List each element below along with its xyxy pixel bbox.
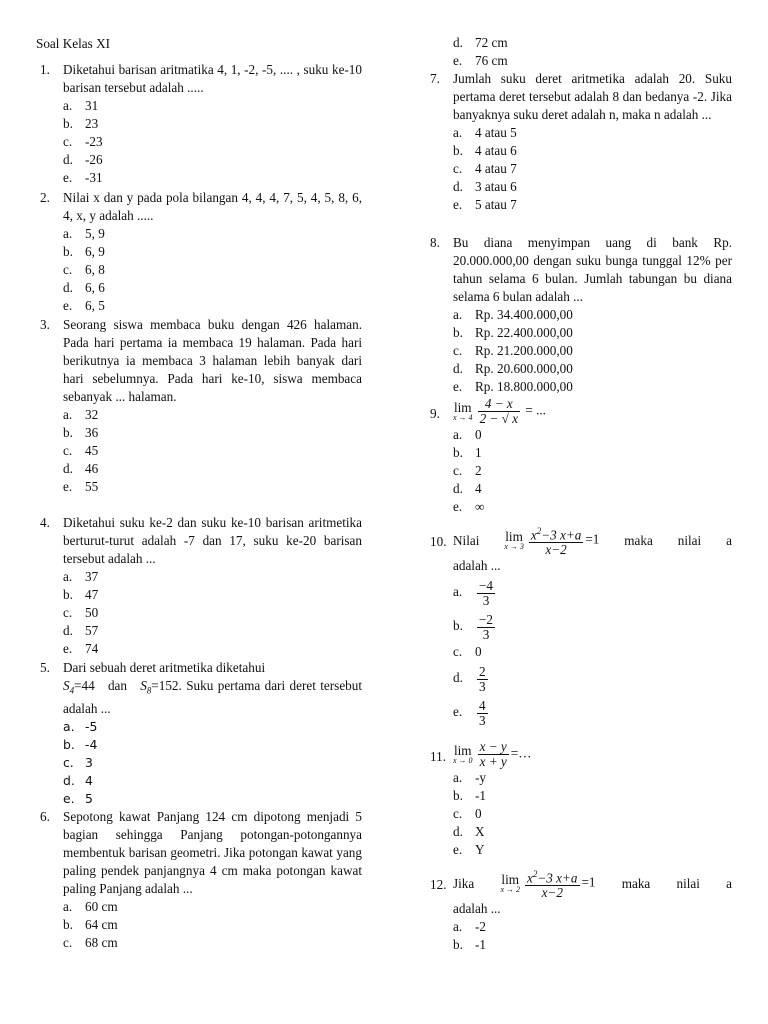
options-list	[453, 769, 732, 859]
question-number: 5.	[40, 660, 50, 675]
option-b: b. 4 atau 6	[453, 143, 517, 158]
question-number: 6.	[40, 809, 50, 824]
options-list	[453, 124, 732, 214]
question-11	[430, 740, 732, 859]
option-e: e. ∞	[453, 499, 485, 514]
question-stem: Jumlah suku deret aritmetika adalah 20. Suku pertama deret tersebut adalah 8 dan bedanya -2. Jika banyaknya suku deret adalah n, maka n adalah ...	[453, 71, 732, 122]
option-c: c. 50	[63, 605, 99, 620]
question-number: 2.	[40, 190, 50, 205]
option-b: b. 64 cm	[63, 917, 118, 932]
question-stem: Diketahui barisan aritmatika 4, 1, -2, -5, .... , suku ke-10 barisan tersebut adalah .....	[63, 62, 362, 95]
options-list	[63, 568, 362, 658]
question-1	[40, 61, 362, 187]
options-list	[63, 898, 362, 952]
question-5	[40, 659, 362, 808]
option-a: a. -y	[453, 770, 486, 785]
option-a: a. -2	[453, 919, 486, 935]
options-list	[453, 34, 732, 70]
option-a: a. 5, 9	[63, 226, 105, 241]
option-b: b. -1	[453, 788, 486, 803]
page-title: Soal Kelas XI	[36, 36, 110, 51]
question-number: 8.	[430, 235, 440, 250]
options-list	[63, 225, 362, 315]
option-e: e. 74	[63, 641, 99, 656]
question-7	[430, 70, 732, 214]
options-list	[453, 918, 732, 954]
option-c: c. 4 atau 7	[453, 161, 517, 176]
question-10	[430, 524, 732, 729]
options-list	[453, 306, 732, 396]
option-e: e. 6, 5	[63, 298, 105, 313]
option-a: d. 72 cm	[453, 35, 508, 50]
option-a: a. 31	[63, 98, 99, 113]
option-a: a. 60 cm	[63, 899, 118, 914]
limit-operator: lim x → 2	[500, 871, 520, 894]
option-a: a. -5	[63, 718, 98, 734]
option-a: a. 32	[63, 407, 99, 422]
fraction: $\frac{x^2-3 x+a}{x-2}$	[527, 869, 578, 901]
question-stem: Bu diana menyimpan uang di bank Rp. 20.000.000,00 dengan suku bunga tunggal 12% per tahun selama 6 bulan. Jumlah tabungan bu diana selama 6 bulan adalah ...	[453, 235, 732, 304]
option-b: b. 6, 9	[63, 244, 105, 259]
option-b: b. $\frac{-2}{3}$	[453, 611, 494, 642]
question-stem: lim x → 4 $\frac{4 - x}{2 - √ x}$ = ...	[453, 396, 546, 426]
question-stem-tail: adalah ...	[453, 901, 501, 917]
options-list	[453, 426, 732, 516]
option-a: a. $\frac{-4}{3}$	[453, 577, 494, 608]
option-b: b. 47	[63, 587, 99, 602]
fraction: $\frac{-4}{3}$	[479, 577, 494, 608]
fraction: $\frac{x - y}{x + y}$	[479, 739, 507, 769]
option-c: c. 3	[63, 754, 93, 770]
question-stem: Sepotong kawat Panjang 124 cm dipotong menjadi 5 bagian sehingga Panjang potongan-potongannya membentuk barisan geometri. Jika potongan kawat yang paling pendek panjangnya 4 cm maka potongan kawat paling Panjang adalah ...	[63, 809, 362, 896]
question-2	[40, 189, 362, 315]
option-b: b. 1	[453, 445, 482, 460]
fraction: $\frac{2}{3}$	[479, 663, 486, 694]
option-d: d. 46	[63, 461, 99, 476]
question-9	[430, 397, 732, 516]
option-d: d. 4	[453, 481, 482, 496]
question-number: 10.	[430, 534, 447, 549]
question-6-continued	[430, 34, 732, 70]
option-b: e. 76 cm	[453, 53, 508, 68]
question-number: 1.	[40, 62, 50, 77]
option-e: e. -31	[63, 170, 103, 185]
question-stem: Seorang siswa membaca buku dengan 426 halaman. Pada hari pertama ia membaca 19 halaman. Pada hari berikutnya ia membaca 3 halaman lebih banyak dari hari sebelumnya. Pada hari ke-10, siswa membaca sebanyak ... halaman.	[63, 317, 362, 404]
fraction: $\frac{x^2-3 x+a}{x-2}$	[530, 526, 582, 558]
option-c: c. 0	[453, 806, 482, 821]
option-e: e. 5	[63, 790, 93, 806]
question-stem-tail: adalah ...	[453, 558, 501, 574]
option-d: d. $\frac{2}{3}$	[453, 663, 486, 694]
fraction: $\frac{4 - x}{2 - √ x}$	[479, 396, 519, 426]
option-a: a. 4 atau 5	[453, 125, 517, 140]
option-b: b. -4	[63, 736, 98, 752]
question-stem: Dari sebuah deret aritmetika diketahui $S_4=44$ dan $S_8=152$. Suku pertama dari deret tersebut adalah ...	[63, 660, 363, 716]
option-c: c. 45	[63, 443, 99, 458]
option-c: c. Rp. 21.200.000,00	[453, 343, 573, 358]
option-e: e. 55	[63, 479, 99, 494]
question-stem: Jika lim x → 2 $\frac{x^2-3 x+a}{x-2}$ =1 maka nilai a	[453, 869, 732, 901]
option-e: e. Y	[453, 842, 485, 857]
question-number: 12.	[430, 877, 447, 892]
option-a: a. 37	[63, 569, 99, 584]
limit-operator: lim x → 0	[453, 742, 473, 765]
option-c: c. -23	[63, 134, 103, 149]
fraction: $\frac{-2}{3}$	[479, 611, 494, 642]
question-12	[430, 867, 732, 954]
question-number: 11.	[430, 749, 446, 764]
limit-operator: lim x → 3	[504, 528, 524, 551]
question-8	[430, 234, 732, 396]
option-d: d. 4	[63, 772, 93, 788]
question-3	[40, 316, 362, 496]
option-d: d. 57	[63, 623, 99, 638]
option-b: b. Rp. 22.400.000,00	[453, 325, 573, 340]
question-number: 7.	[430, 71, 440, 86]
option-b: b. 23	[63, 116, 99, 131]
options-list	[453, 575, 732, 729]
fraction: $\frac{4}{3}$	[479, 697, 486, 728]
options-list	[63, 718, 362, 808]
option-d: d. 6, 6	[63, 280, 105, 295]
question-stem: lim x → 0 $\frac{x - y}{x + y}$ =…	[453, 739, 532, 769]
question-number: 9.	[430, 406, 440, 421]
question-stem: Nilai x dan y pada pola bilangan 4, 4, 4, 7, 5, 4, 5, 8, 6, 4, x, y adalah .....	[63, 190, 362, 223]
question-number: 3.	[40, 317, 50, 332]
question-stem: Nilai lim x → 3 $\frac{x^2-3 x+a}{x-2}$ =1 maka nilai a	[453, 526, 732, 558]
limit-operator: lim x → 4	[453, 399, 473, 422]
option-c: c. 6, 8	[63, 262, 105, 277]
option-d: d. 3 atau 6	[453, 179, 517, 194]
option-e: e. Rp. 18.800.000,00	[453, 379, 573, 394]
option-b: b. 36	[63, 425, 99, 440]
option-d: d. Rp. 20.600.000,00	[453, 361, 573, 376]
options-list	[63, 97, 362, 187]
option-a: a. Rp. 34.400.000,00	[453, 307, 573, 322]
option-d: d. X	[453, 824, 485, 839]
option-c: c. 0	[453, 644, 482, 660]
question-number: 4.	[40, 515, 50, 530]
question-4	[40, 514, 362, 658]
question-6	[40, 808, 362, 952]
option-e: e. $\frac{4}{3}$	[453, 697, 486, 728]
option-c: c. 68 cm	[63, 935, 118, 950]
option-d: d. -26	[63, 152, 103, 167]
question-stem: Diketahui suku ke-2 dan suku ke-10 barisan aritmetika berturut-turut adalah -7 dan 17, suku ke-20 barisan tersebut adalah ...	[63, 515, 362, 566]
option-e: e. 5 atau 7	[453, 197, 517, 212]
option-a: a. 0	[453, 427, 482, 442]
options-list	[63, 406, 362, 496]
option-b: b. -1	[453, 937, 486, 953]
option-c: c. 2	[453, 463, 482, 478]
